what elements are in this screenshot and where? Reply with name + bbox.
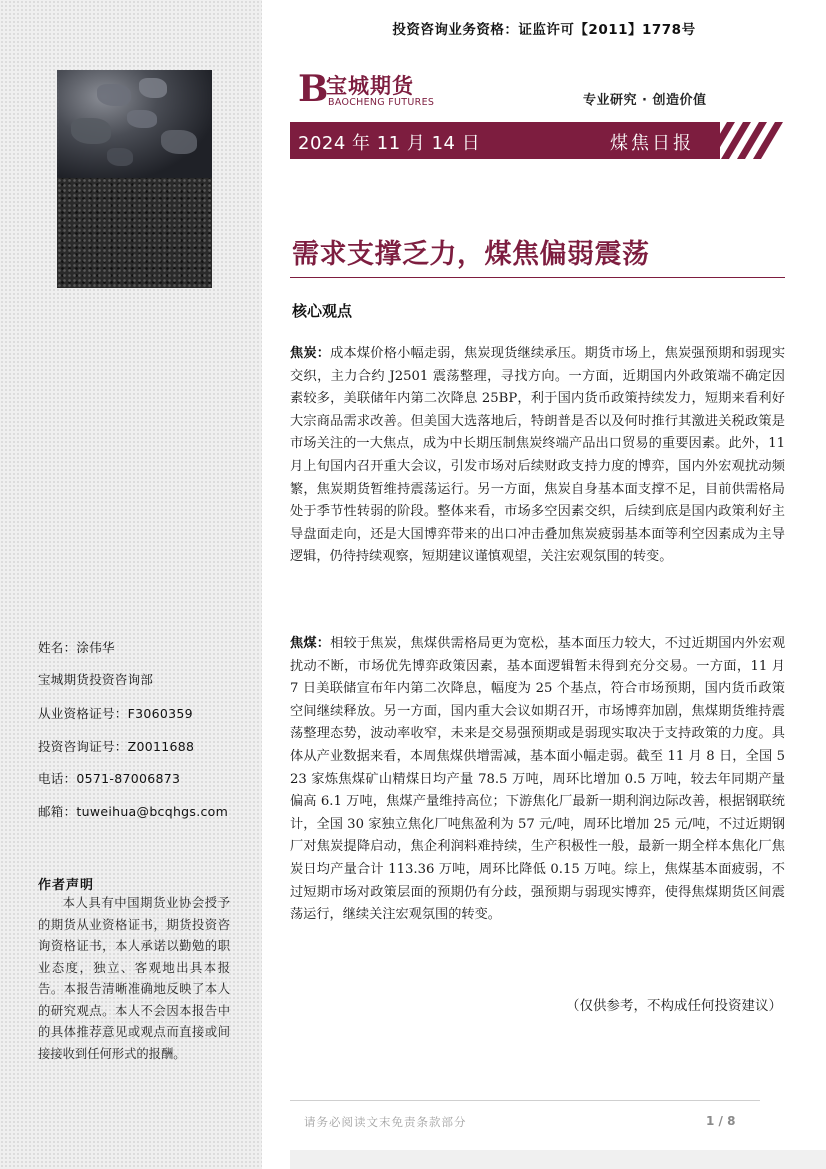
report-date: 2024 年 11 月 14 日 [298, 133, 481, 154]
coking-coal-lead: 焦煤： [290, 636, 331, 651]
coke-lead: 焦炭： [290, 346, 331, 361]
coal-photo [57, 70, 212, 288]
author-license: 从业资格证号：F3060359 [38, 706, 193, 721]
report-type: 煤焦日报 [610, 133, 694, 154]
author-name: 姓名：涂伟华 [38, 640, 115, 655]
coke-text: 成本煤价格小幅走弱，焦炭现货继续承压。期货市场上，焦炭强预期和弱现实交织，主力合约 J2501 震荡整理，寻找方向。一方面，近期国内外政策端不确定因素较多，美联储年内第二次降息 25BP，利于国内货币政策持续发力，短期来看利好大宗商品需求改善。但美国大选落地后，特朗普是否以及何时推行其激进关税政策是市场关注的一大焦点，成为中长期压制焦炭终端产品出口贸易的重要因素。此外，11 月上旬国内召开重大会议，引发市场对后续财政支持力度的博弈，国内外宏观扰动频繁，焦炭期货暂维持震荡运行。另一方面，焦炭自身基本面支撑不足，目前供需格局处于季节性转弱的阶段。整体来看，市场多空因素交织，后续到底是国内政策利好主导盘面走向，还是大国博弈带来的出口冲击叠加焦炭疲弱基本面等利空因素成为主导逻辑，仍待持续观察，短期建议谨慎观望，关注宏观氛围的转变。 [290, 346, 786, 565]
logo-mark-icon: B [298, 68, 329, 110]
footer-band [290, 1150, 826, 1169]
statement-title: 作者声明 [38, 878, 95, 893]
logo-name-en: BAOCHENG FUTURES [328, 97, 435, 108]
headline-divider [290, 277, 785, 278]
author-consult-license: 投资咨询证号：Z0011688 [38, 739, 195, 754]
footer-notice: 请务必阅读文末免责条款部分 [304, 1115, 467, 1129]
author-department: 宝城期货投资咨询部 [38, 672, 154, 687]
section-title: 核心观点 [292, 302, 353, 320]
coke-granules-image [57, 178, 212, 288]
coking-coal-paragraph [290, 633, 785, 927]
page-number: 1 / 8 [706, 1114, 736, 1128]
footer-divider [290, 1100, 760, 1101]
banner-stripes-icon [705, 122, 785, 159]
coal-lumps-image [57, 70, 212, 178]
logo-name-cn: 宝城期货 [326, 74, 414, 98]
author-email[interactable]: 邮箱：tuweihua@bcqhgs.com [38, 804, 229, 819]
author-phone: 电话：0571-87006873 [38, 771, 181, 786]
coke-paragraph [290, 343, 785, 569]
statement-body: 本人具有中国期货业协会授予的期货从业资格证书，期货投资咨询资格证书，本人承诺以勤勉的职业态度，独立、客观地出具本报告。本报告清晰准确地反映了本人的研究观点。本人不会因本报告中的具体推荐意见或观点而直接或间接接收到任何形式的报酬。 [38, 896, 230, 1061]
investment-disclaimer: （仅供参考，不构成任何投资建议） [566, 998, 782, 1014]
slogan: 专业研究 · 创造价值 [583, 93, 707, 108]
company-logo [298, 70, 438, 112]
license-header: 投资咨询业务资格：证监许可【2011】1778号 [392, 22, 696, 38]
coking-coal-text: 相较于焦炭，焦煤供需格局更为宽松，基本面压力较大，不过近期国内外宏观扰动不断，市场优先博弈政策因素，基本面逻辑暂未得到充分交易。一方面，11 月 7 日美联储宣布年内第二次降息，幅度为 25 个基点，符合市场预期，国内货币政策空间继续释放。另一方面，国内重大会议如期召开，市场博弈加剧，焦煤期货维持震荡整理态势，波动率收窄，未来是交易强预期或是弱现实取决于支持政策的力度。具体从产业数据来看，本周焦煤供增需减，基本面小幅走弱。截至 11 月 8 日，全国 523 家炼焦煤矿山精煤日均产量 78.5 万吨，周环比增加 0.5 万吨，较去年同期产量偏高 6.1 万吨，焦煤产量维持高位；下游焦化厂最新一期利润边际改善，根据钢联统计，全国 30 家独立焦化厂吨焦盈利为 57 元/吨，周环比增加 25 元/吨，不过近期钢厂对焦炭提降启动，焦企利润料难持续，生产积极性一般，最新一期全样本焦化厂焦炭日均产量合计 113.36 万吨，周环比降低 0.15 万吨。综上，焦煤基本面疲弱，不过短期市场对政策层面的预期仍有分歧，强预期与弱现实博弈，使得焦煤期货区间震荡运行，继续关注宏观氛围的转变。 [290, 636, 786, 923]
report-headline: 需求支撑乏力，煤焦偏弱震荡 [292, 239, 650, 270]
